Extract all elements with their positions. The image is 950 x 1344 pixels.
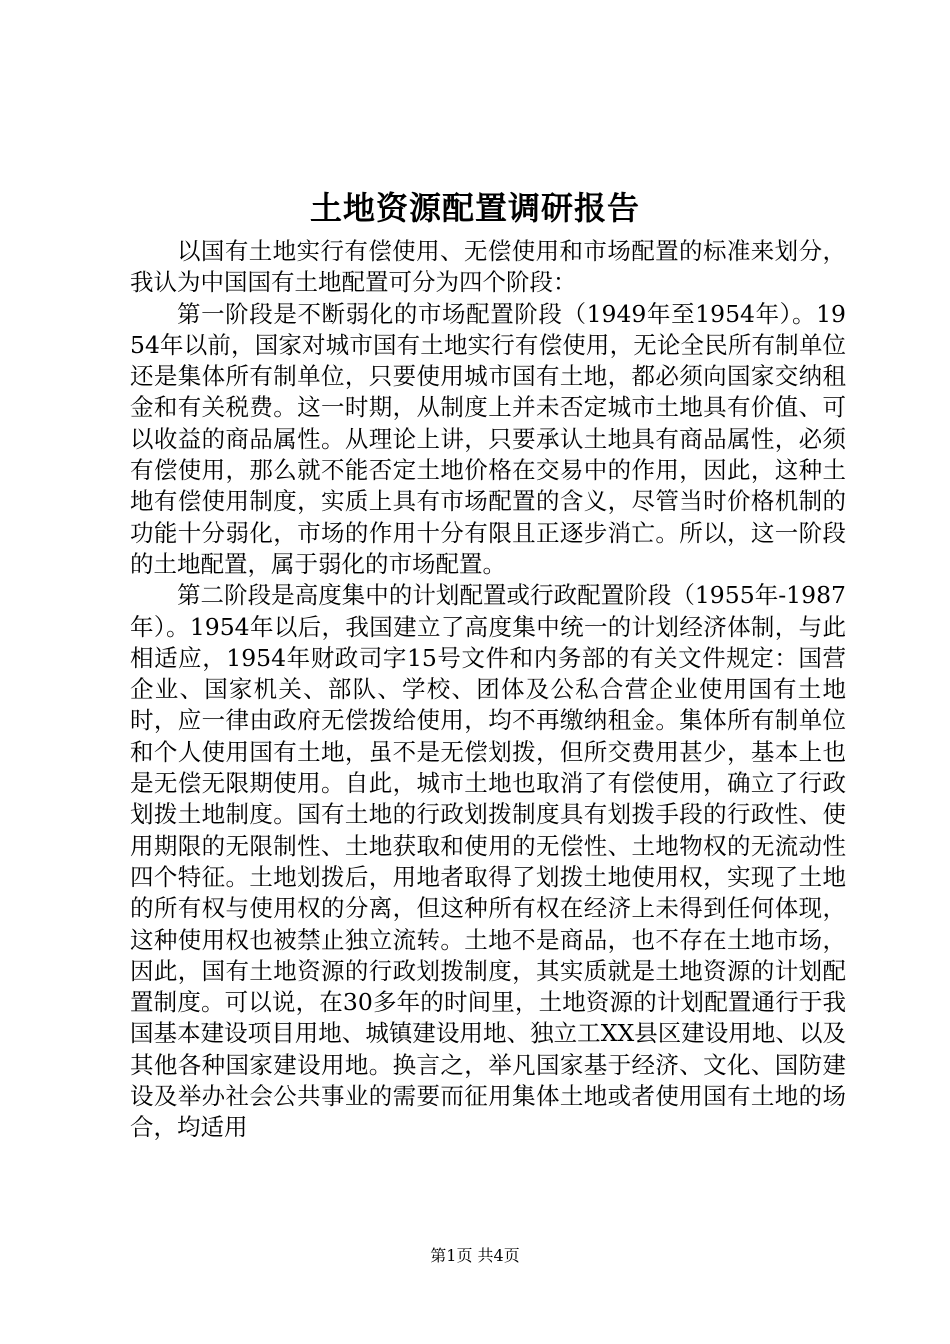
paragraph-intro: 以国有土地实行有偿使用、无偿使用和市场配置的标准来划分，我认为中国国有土地配置可分为四个阶段： — [130, 237, 846, 297]
paragraph-stage-two: 第二阶段是高度集中的计划配置或行政配置阶段（1955年-1987年）。1954年以后，我国建立了高度集中统一的计划经济体制，与此相适应，1954年财政司字15号文件和内务部的有关文件规定：国营企业、国家机关、部队、学校、团体及公私合营企业使用国有土地时，应一律由政府无偿拨给使用，均不再缴纳租金。集体所有制单位和个人使用国有土地，虽不是无偿划拨，但所交费用甚少，基本上也是无偿无限期使用。自此，城市土地也取消了有偿使用，确立了行政划拨土地制度。国有土地的行政划拨制度具有划拨手段的行政性、使用期限的无限制性、土地获取和使用的无偿性、土地物权的无流动性四个特征。土地划拨后，用地者取得了划拨土地使用权，实现了土地的所有权与使用权的分离，但这种所有权在经济上未得到任何体现，这种使用权也被禁止独立流转。土地不是商品，也不存在土地市场，因此，国有土地资源的行政划拨制度，其实质就是土地资源的计划配置制度。可以说，在30多年的时间里，土地资源的计划配置通行于我国基本建设项目用地、城镇建设用地、独立工XX县区建设用地、以及其他各种国家建设用地。换言之，举凡国家基于经济、文化、国防建设及举办社会公共事业的需要而征用集体土地或者使用国有土地的场合，均适用 — [130, 581, 846, 1142]
document-title: 土地资源配置调研报告 — [309, 189, 640, 227]
page-footer: 第1页 共4页 — [430, 1246, 520, 1265]
document-body — [130, 236, 846, 1144]
paragraph-stage-one: 第一阶段是不断弱化的市场配置阶段（1949年至1954年）。1954年以前，国家对城市国有土地实行有偿使用，无论全民所有制单位还是集体所有制单位，只要使用城市国有土地，都必须向国家交纳租金和有关税费。这一时期，从制度上并未否定城市土地具有价值、可以收益的商品属性。从理论上讲，只要承认土地具有商品属性，必须有偿使用，那么就不能否定土地价格在交易中的作用，因此，这种土地有偿使用制度，实质上具有市场配置的含义，尽管当时价格机制的功能十分弱化，市场的作用十分有限且正逐步消亡。所以，这一阶段的土地配置，属于弱化的市场配置。 — [130, 299, 846, 578]
